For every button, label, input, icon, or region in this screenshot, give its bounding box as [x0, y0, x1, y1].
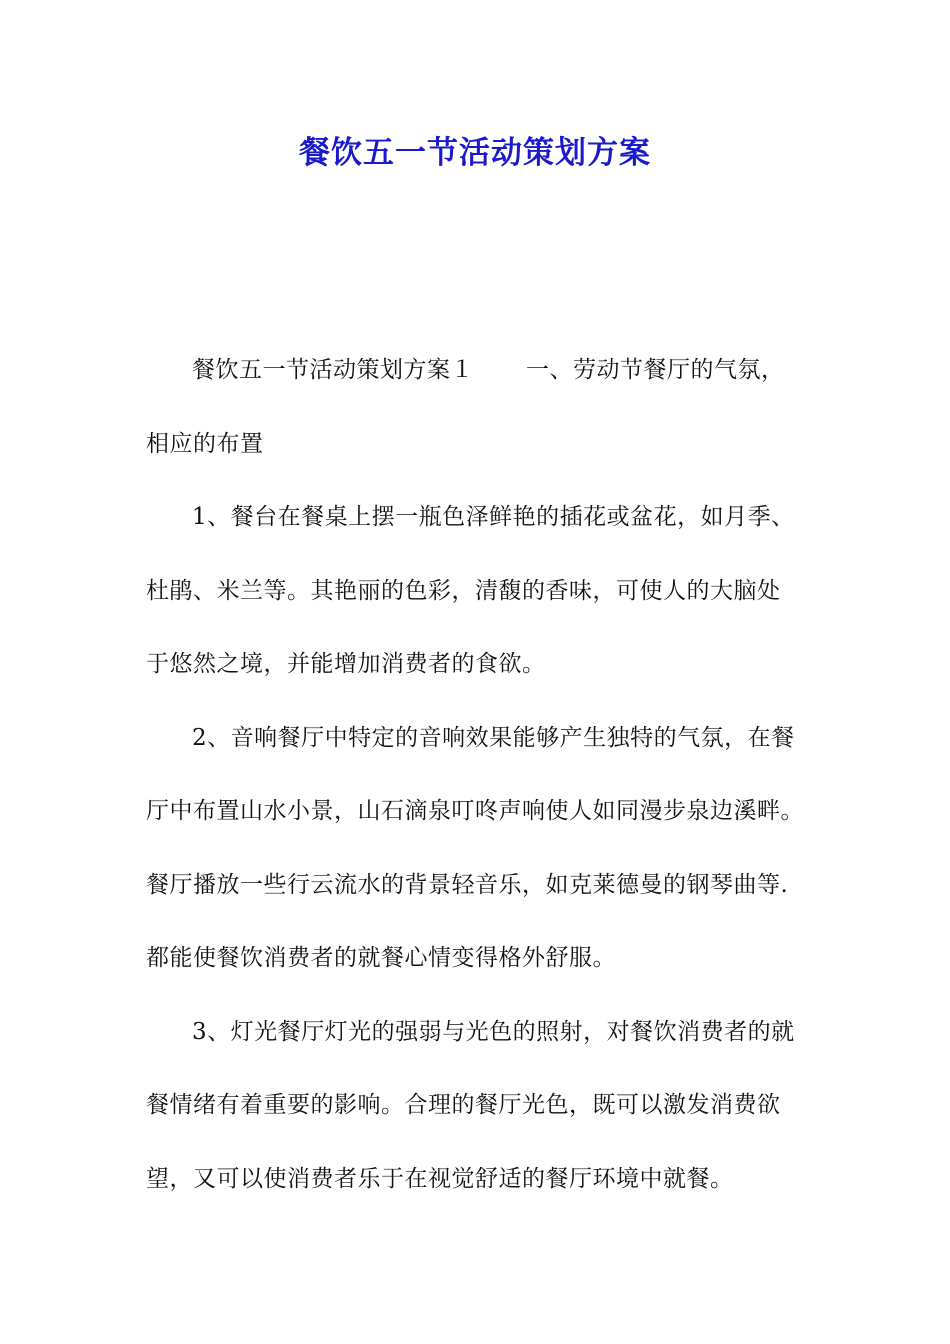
body-line-9: 都能使餐饮消费者的就餐心情变得格外舒服。 — [146, 945, 616, 971]
document-title: 餐饮五一节活动策划方案 — [299, 135, 651, 171]
body-line-5: 于悠然之境，并能增加消费者的食欲。 — [146, 651, 546, 677]
body-line-7: 厅中布置山水小景，山石滴泉叮咚声响使人如同漫步泉边溪畔。 — [146, 798, 804, 824]
subsection-heading: 一、劳动节餐厅的气氛， — [526, 357, 785, 383]
body-line-4: 杜鹃、米兰等。其艳丽的色彩，清馥的香味，可使人的大脑处 — [146, 577, 781, 604]
body-line-10: 3、灯光餐厅灯光的强弱与光色的照射，对餐饮消费者的就 — [192, 1018, 795, 1045]
body-line-3: 1、餐台在餐桌上摆一瓶色泽鲜艳的插花或盆花，如月季、 — [192, 504, 795, 530]
document-body — [146, 334, 814, 1216]
body-line-1 — [146, 334, 814, 408]
body-line-2: 相应的布置 — [146, 430, 264, 457]
body-line-11: 餐情绪有着重要的影响。合理的餐厅光色，既可以激发消费欲 — [146, 1092, 781, 1118]
body-line-6: 2、音响餐厅中特定的音响效果能够产生独特的气氛，在餐 — [192, 724, 795, 751]
section-heading: 餐饮五一节活动策划方案１ — [192, 357, 474, 383]
body-line-8: 餐厅播放一些行云流水的背景轻音乐，如克莱德曼的钢琴曲等. — [146, 871, 789, 898]
body-line-12: 望，又可以使消费者乐于在视觉舒适的餐厅环境中就餐。 — [146, 1165, 734, 1192]
